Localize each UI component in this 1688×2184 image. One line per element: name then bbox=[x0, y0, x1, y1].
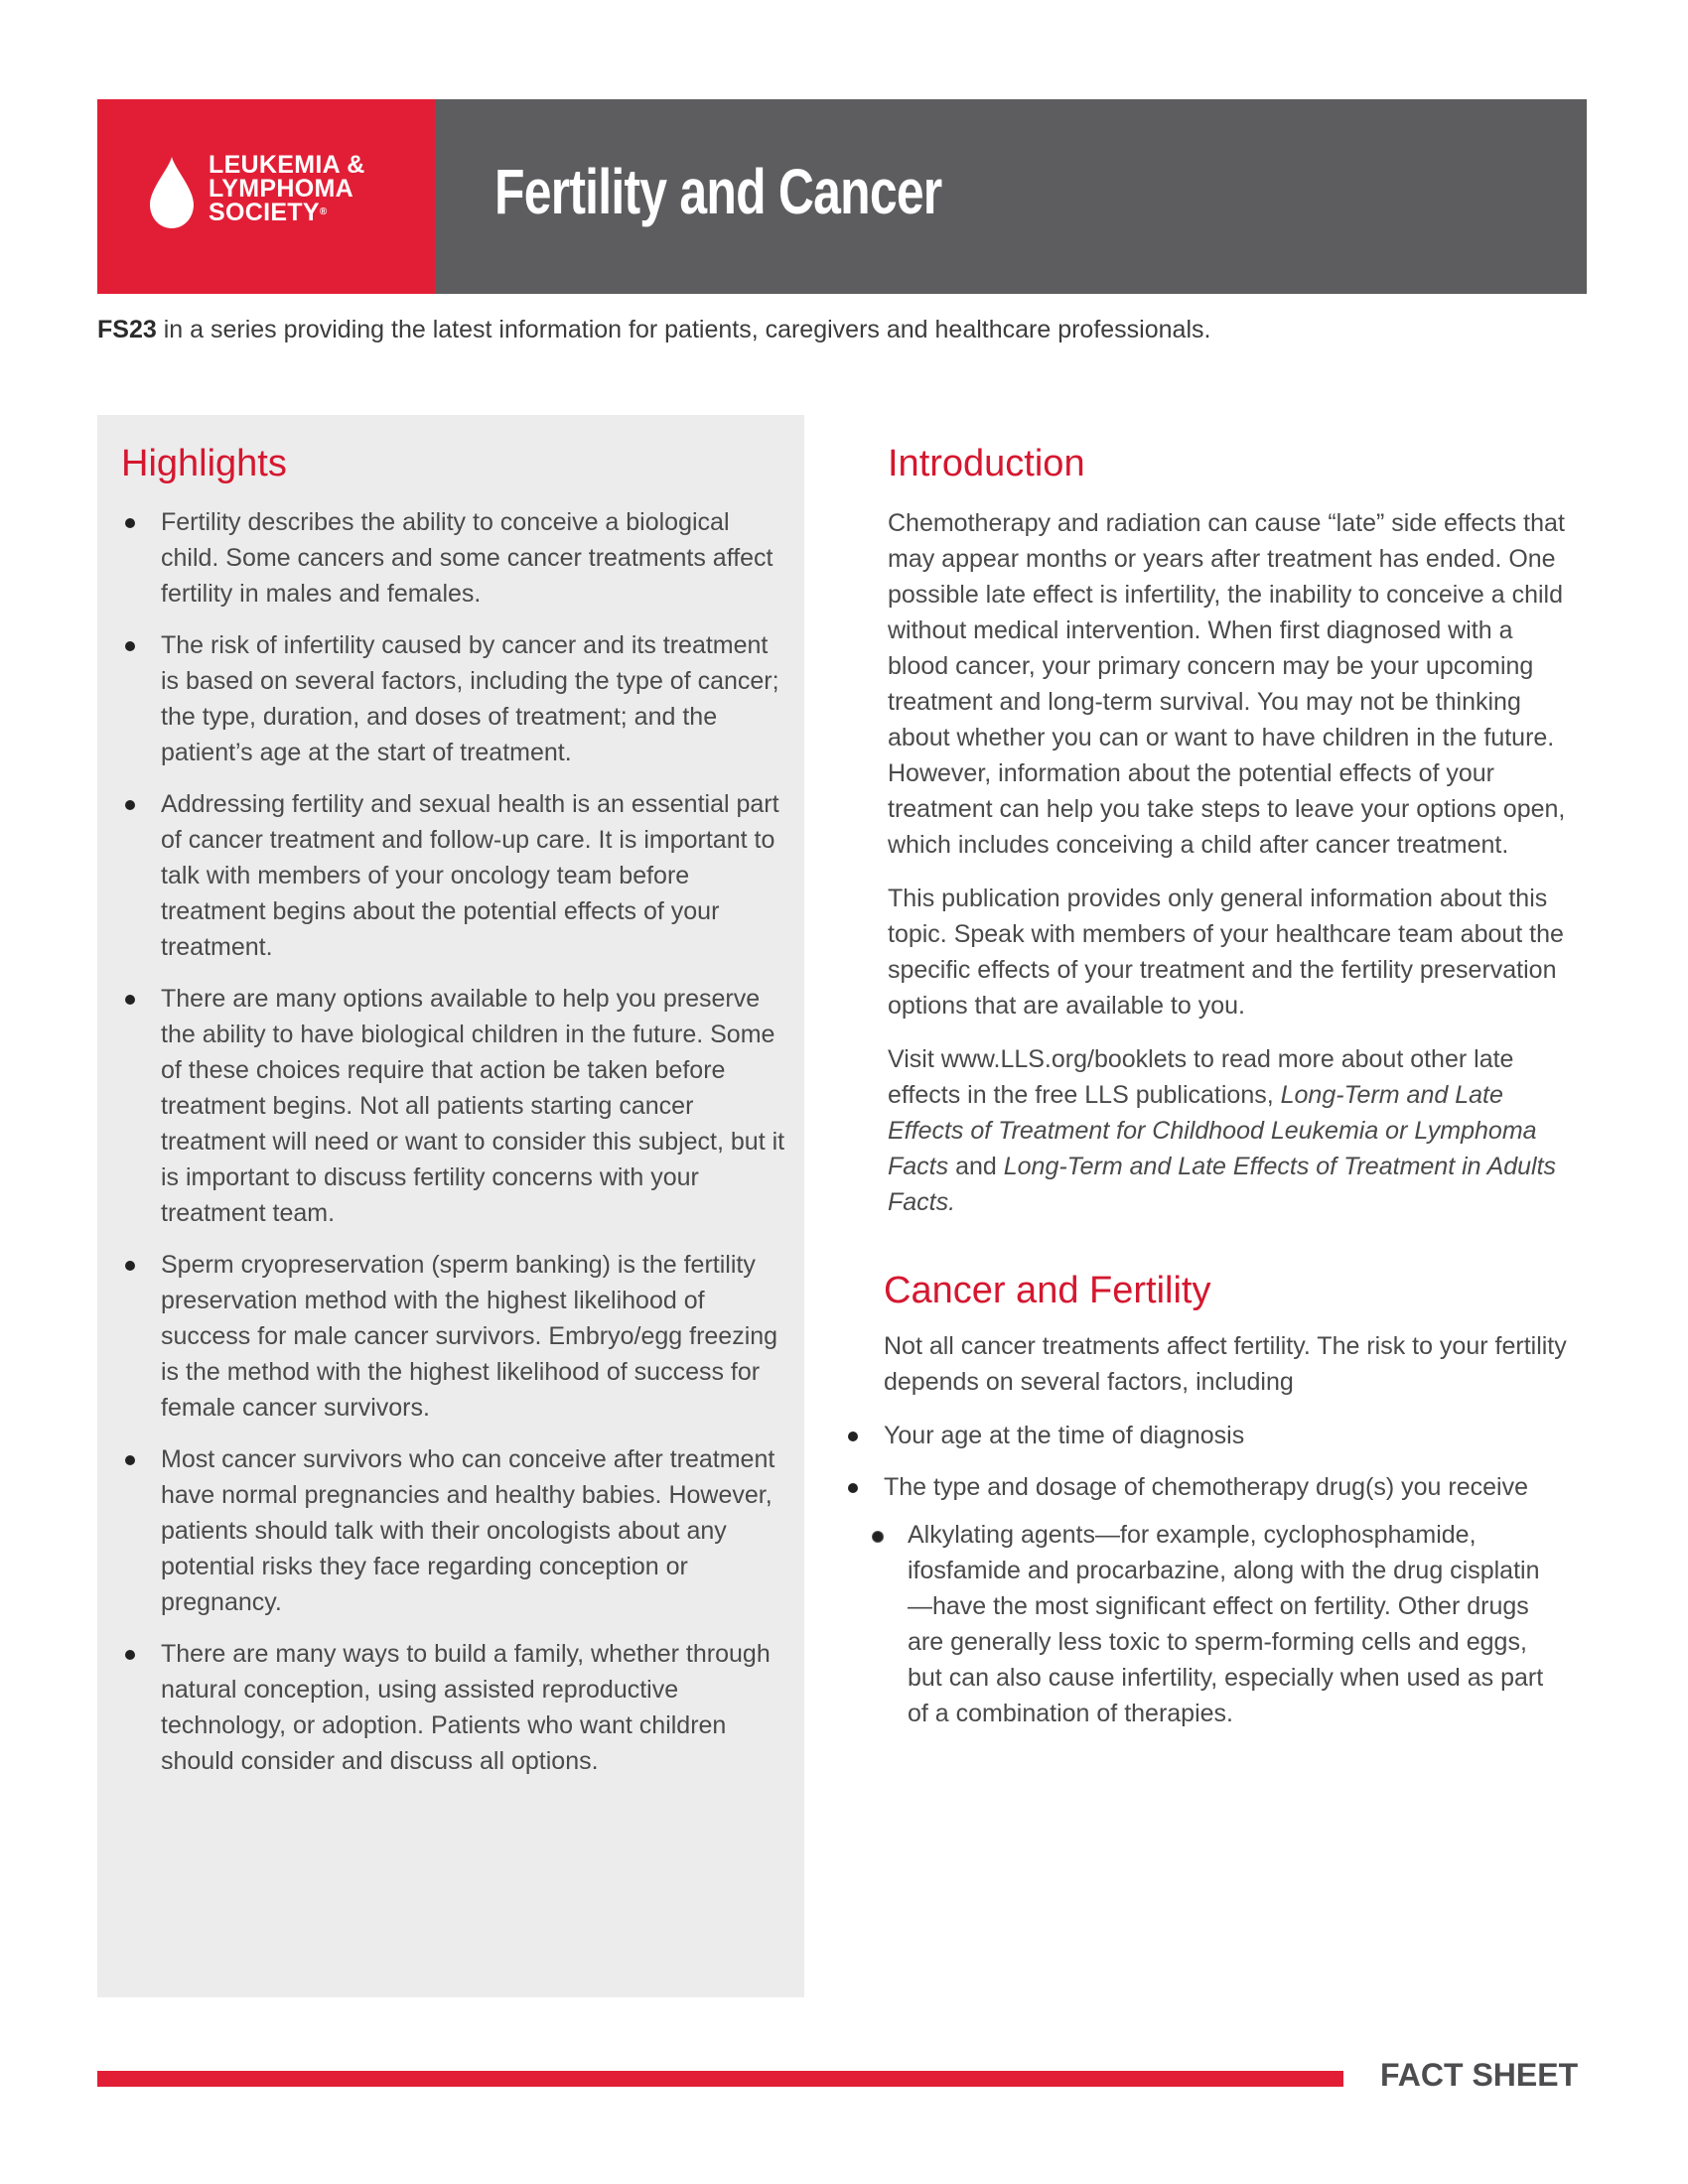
series-code: FS23 bbox=[97, 316, 157, 343]
factor-sub-list bbox=[908, 1517, 1549, 1731]
title-banner bbox=[435, 99, 1587, 294]
highlights-panel bbox=[97, 415, 804, 1997]
factor-item: Your age at the time of diagnosis bbox=[884, 1418, 1549, 1453]
page-title: Fertility and Cancer bbox=[494, 156, 942, 227]
registered-mark: ® bbox=[319, 206, 328, 217]
logo-line-3: SOCIETY® bbox=[209, 199, 328, 226]
highlight-item: Fertility describes the ability to conceive a biological child. Some cancers and some cancer treatments affect fertility in males and females. bbox=[161, 504, 786, 612]
lls-logo bbox=[97, 99, 435, 294]
highlight-item: There are many options available to help you preserve the ability to have biological children in the future. Some of these choices require that action be taken before treatment begins. Not all patients starting cancer treatment will need or want to consider this subject, but it is important to discuss fertility concerns with your treatment team. bbox=[161, 981, 786, 1231]
series-text: in a series providing the latest information for patients, caregivers and healthcare professionals. bbox=[156, 316, 1211, 343]
factor-sub-item: Alkylating agents—for example, cyclophosphamide, ifosfamide and procarbazine, along with the drug cisplatin—have the most significant effect on fertility. Other drugs are generally less toxic to sperm-forming cells and eggs, but can also cause infertility, especially when used as part of a combination of therapies. bbox=[908, 1517, 1549, 1731]
publication-title-2: Long-Term and Late Effects of Treatment in Adults Facts. bbox=[888, 1153, 1557, 1216]
highlights-heading: Highlights bbox=[121, 443, 287, 484]
highlight-item: Addressing fertility and sexual health is an essential part of cancer treatment and follow-up care. It is important to talk with members of your oncology team before treatment begins about the potential effects of your treatment. bbox=[161, 786, 786, 965]
visit-text: Visit www.LLS.org/booklets to read more about other late effects in the free LLS publications, bbox=[888, 1045, 1514, 1109]
introduction-paragraph-2: This publication provides only general information about this topic. Speak with members of your healthcare team about the specific effects of your treatment and the fertility preservation options that are available to you. bbox=[888, 885, 1564, 1020]
highlights-list bbox=[161, 504, 786, 1795]
highlight-item: The risk of infertility caused by cancer and its treatment is based on several factors, including the type of cancer; the type, duration, and doses of treatment; and the patient’s age at the start of treatment. bbox=[161, 627, 786, 770]
footer-rule bbox=[97, 2071, 1343, 2087]
introduction-heading: Introduction bbox=[888, 443, 1085, 484]
logo-line-2: LYMPHOMA bbox=[209, 175, 353, 203]
cancer-fertility-intro: Not all cancer treatments affect fertility. The risk to your fertility depends on several factors, including bbox=[884, 1332, 1567, 1396]
fact-sheet-label: FACT SHEET bbox=[1380, 2057, 1579, 2093]
cancer-fertility-heading: Cancer and Fertility bbox=[884, 1270, 1211, 1311]
introduction-paragraph-1: Chemotherapy and radiation can cause “late” side effects that may appear months or years after treatment has ended. One possible late effect is infertility, the inability to conceive a child without medical intervention. When first diagnosed with a blood cancer, your primary concern may be your upcoming treatment and long-term survival. You may not be thinking about whether you can or want to have children in the future. However, information about the potential effects of your treatment can help you take steps to leave your options open, which includes conceiving a child after cancer treatment. bbox=[888, 509, 1566, 859]
factor-item-text: The type and dosage of chemotherapy drug(s) you receive bbox=[884, 1473, 1528, 1501]
header bbox=[97, 99, 1587, 294]
highlight-item: Sperm cryopreservation (sperm banking) is the fertility preservation method with the highest likelihood of success for male cancer survivors. Embryo/egg freezing is the method with the highest likelihood of success for female cancer survivors. bbox=[161, 1247, 786, 1426]
and-text: and bbox=[948, 1153, 1004, 1180]
logo-line-1: LEUKEMIA & bbox=[209, 151, 365, 179]
blood-drop-icon bbox=[147, 155, 197, 230]
logo-wordmark bbox=[209, 153, 365, 224]
introduction-paragraph-3 bbox=[888, 1041, 1573, 1220]
factor-item bbox=[884, 1469, 1549, 1731]
highlight-item: There are many ways to build a family, whether through natural conception, using assisted reproductive technology, or adoption. Patients who want children should consider and discuss all options. bbox=[161, 1636, 786, 1779]
main-column bbox=[884, 415, 1589, 1747]
factor-list bbox=[884, 1418, 1549, 1731]
highlight-item: Most cancer survivors who can conceive after treatment have normal pregnancies and healthy babies. However, patients should talk with their oncologists about any potential risks they face regarding conception or pregnancy. bbox=[161, 1441, 786, 1620]
publication-title-1: Long-Term and Late Effects of Treatment for Childhood Leukemia or Lymphoma Facts bbox=[888, 1081, 1537, 1180]
series-line bbox=[97, 316, 1210, 344]
